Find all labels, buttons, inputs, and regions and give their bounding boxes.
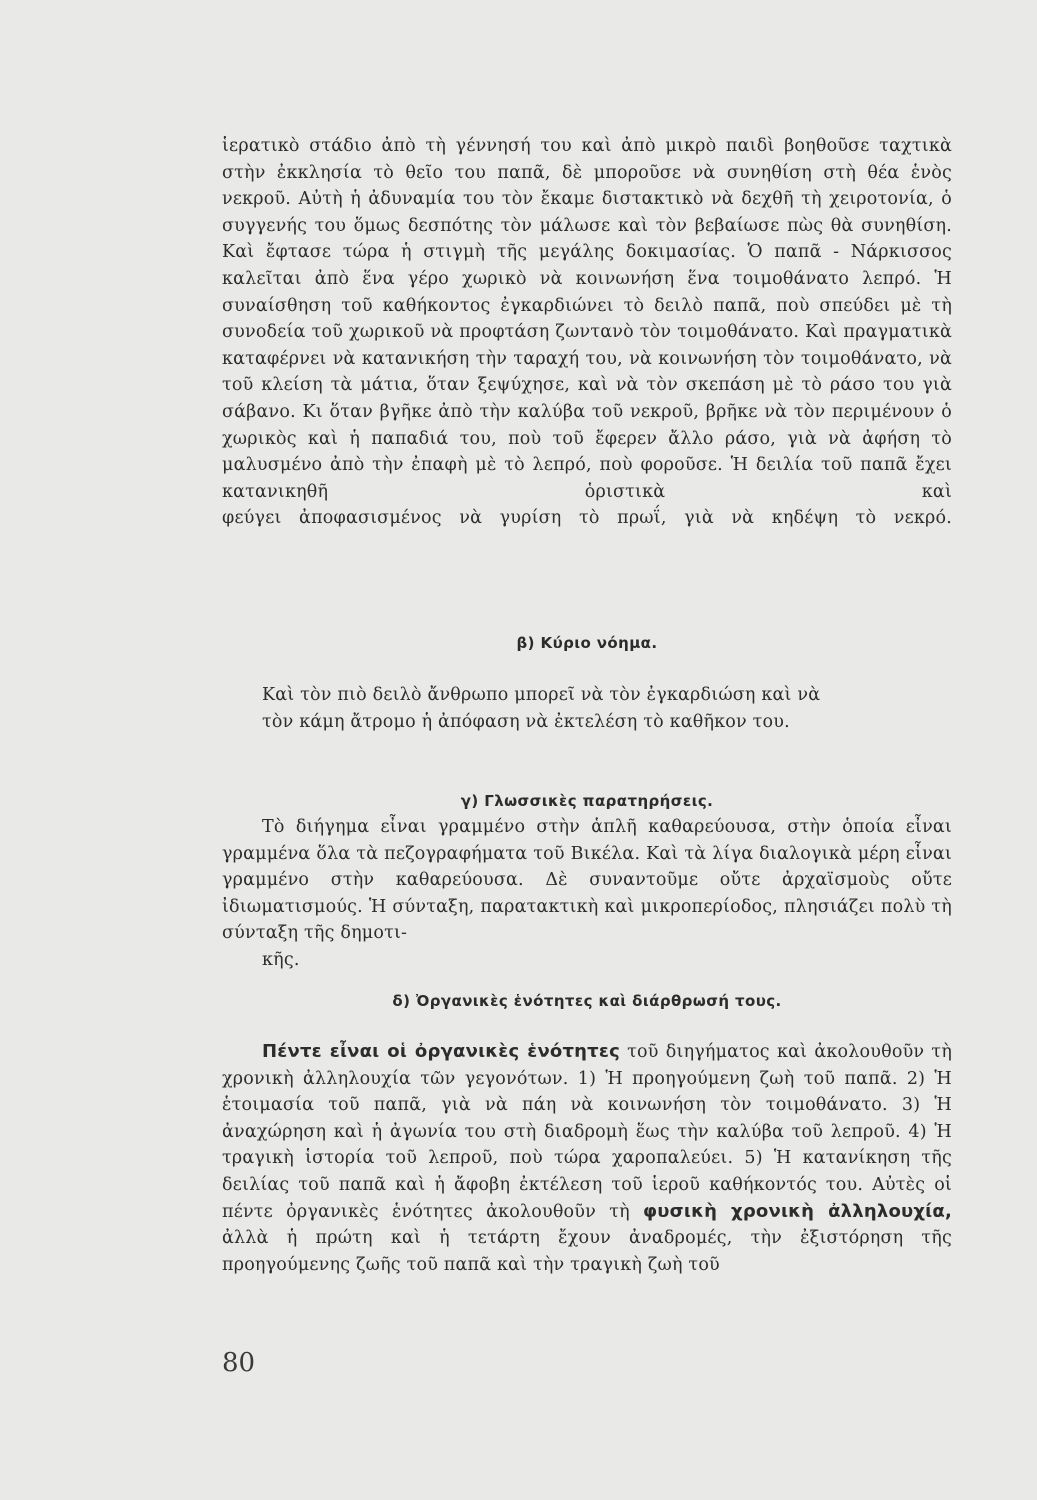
paragraph-main-idea	[222, 682, 952, 735]
heading-organic-units: δ) Ὀργανικὲς ἑνότητες καὶ διάρθρωσή τους.	[392, 992, 782, 1010]
paragraph-last-line: τὸν κάμη ἄτρομο ἡ ἀπόφαση νὰ ἐκτελέση τὸ καθῆκον του.	[262, 711, 790, 732]
paragraph-text: Καὶ τὸν πιὸ δειλὸ ἄνθρωπο μπορεῖ νὰ τὸν ἐγκαρδιώση καὶ νὰ	[262, 685, 821, 705]
paragraph-language-notes	[222, 814, 952, 974]
paragraph-last-line: φεύγει ἀποφασισμένος νὰ γυρίση τὸ πρωΐ, γιὰ νὰ κηδέψη τὸ νεκρό.	[222, 508, 952, 529]
paragraph-text: Τὸ διήγημα εἶναι γραμμένο στὴν ἁπλῆ καθαρεύουσα, στὴν ὁποία εἶναι γραμμένα ὅλα τὰ πεζογραφήματα τοῦ Βικέλα. Καὶ τὰ λίγα διαλογικὰ μέρη εἶναι γραμμένο στὴν καθαρεύουσα. Δὲ συναντοῦμε οὔτε ἀρχαϊσμοὺς οὔτε ἰδιωματισμούς. Ἡ σύνταξη, παρατακτικὴ καὶ μικροπερίοδος, πλησιάζει πολὺ τὴ σύνταξη τῆς δημοτι-	[222, 817, 952, 944]
paragraph-emphasis-bold: φυσικὴ χρονικὴ ἀλληλουχία,	[643, 1200, 953, 1222]
paragraph-text: τοῦ διηγήματος καὶ ἀκολουθοῦν τὴ χρονικὴ ἀλληλουχία τῶν γεγονότων. 1) Ἡ προηγούμενη ζωὴ τοῦ παπᾶ. 2) Ἡ ἑτοιμασία τοῦ παπᾶ, γιὰ νὰ πάη νὰ κοινωνήση τὸν τοιμοθάνατο. 3) Ἡ ἀναχώρηση καὶ ἡ ἀγωνία του στὴ διαδρομὴ ἕως τὴν καλύβα τοῦ λεπροῦ. 4) Ἡ τραγικὴ ἱστορία τοῦ λεπροῦ, ποὺ τώρα χαροπαλεύει. 5) Ἡ κατανίκηση τῆς δειλίας τοῦ παπᾶ καὶ ἡ ἄφοβη ἐκτέλεση τοῦ ἱεροῦ καθήκοντός του. Αὐτὲς οἱ πέντε ὀργανικὲς ἑνότητες ἀκολουθοῦν τὴ	[222, 1042, 953, 1222]
paragraph-last-line: κῆς.	[262, 949, 300, 970]
paragraph-lead-bold: Πέντε εἶναι οἱ ὀργανικὲς ἑνότητες	[262, 1041, 620, 1062]
paragraph-text: ἱερατικὸ στάδιο ἀπὸ τὴ γέννησή του καὶ ἀπὸ μικρὸ παιδὶ βοηθοῦσε ταχτικὰ στὴν ἐκκλησία τὸ θεῖο του παπᾶ, δὲ μποροῦσε νὰ συνηθίση στὴ θέα ἑνὸς νεκροῦ. Αὐτὴ ἡ ἀδυναμία του τὸν ἔκαμε διστακτικὸ νὰ δεχθῆ τὴ χειροτονία, ὁ συγγενής του ὅμως δεσπότης τὸν μάλωσε καὶ τὸν βεβαίωσε πὼς θὰ συνηθίση. Καὶ ἔφτασε τώρα ἡ στιγμὴ τῆς μεγάλης δοκιμασίας. Ὁ παπᾶ - Νάρκισσος καλεῖται ἀπὸ ἕνα γέρο χωρικὸ νὰ κοινωνήση ἕνα τοιμοθάνατο λεπρό. Ἡ συναίσθηση τοῦ καθήκοντος ἐγκαρδιώνει τὸ δειλὸ παπᾶ, ποὺ σπεύδει μὲ τὴ συνοδεία τοῦ χωρικοῦ νὰ προφτάση ζωντανὸ τὸν τοιμοθάνατο. Καὶ πραγματικὰ καταφέρνει νὰ κατανικήση τὴν ταραχή του, νὰ κοινωνήση τὸν τοιμοθάνατο, νὰ τοῦ κλείση τὰ μάτια, ὅταν ξεψύχησε, καὶ νὰ τὸν σκεπάση μὲ τὸ ράσο του γιὰ σάβανο. Κι ὅταν βγῆκε ἀπὸ τὴν καλύβα τοῦ νεκροῦ, βρῆκε νὰ τὸν περιμένουν ὁ χωρικὸς καὶ ἡ παπαδιά του, ποὺ τοῦ ἔφερεν ἄλλο ράσο, γιὰ νὰ ἀφήση τὸ μαλυσμένο ἀπὸ τὴν ἐπαφὴ μὲ τὸ λεπρό, ποὺ φοροῦσε. Ἡ δειλία τοῦ παπᾶ ἔχει κατανικηθῆ ὁριστικὰ καὶ	[222, 136, 952, 502]
page-number: 80	[222, 1348, 256, 1378]
heading-language-notes: γ) Γλωσσικὲς παρατηρήσεις.	[460, 792, 714, 810]
paragraph-text-continued: ἀλλὰ ἡ πρώτη καὶ ἡ τετάρτη ἔχουν ἀναδρομές, τὴν ἐξιστόρηση τῆς προηγούμενης ζωῆς τοῦ παπᾶ καὶ τὴν τραγικὴ ζωὴ τοῦ	[222, 1228, 952, 1275]
heading-main-idea: β) Κύριο νόημα.	[516, 634, 658, 652]
paragraph-story-summary	[222, 133, 952, 532]
paragraph-organic-units	[222, 1039, 952, 1278]
